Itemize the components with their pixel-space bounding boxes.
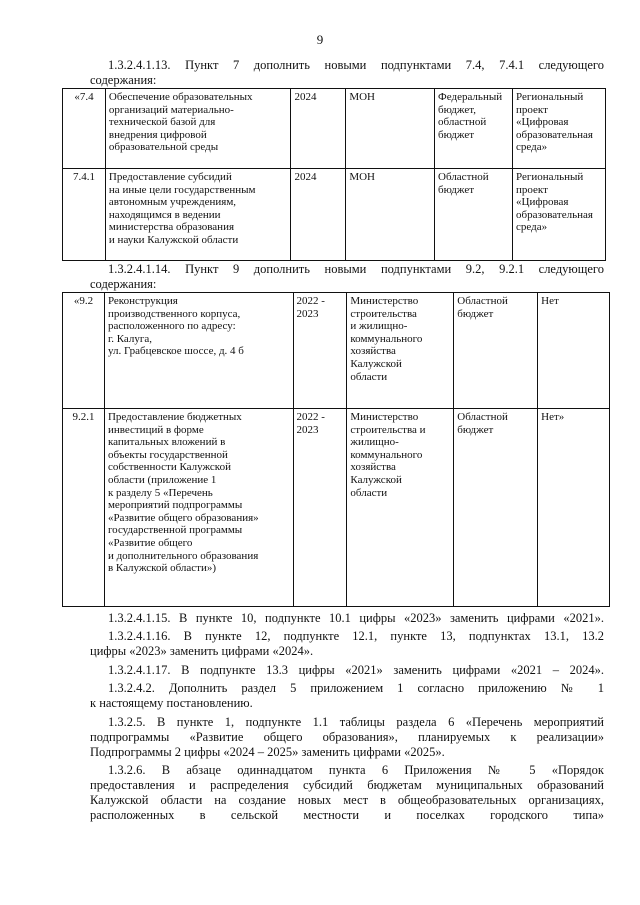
item-year: 2024: [291, 89, 346, 169]
item-year: 2022 - 2023: [293, 409, 347, 607]
paragraph-13-line2: содержания:: [90, 73, 157, 87]
paragraph-2-5-line1: 1.3.2.5. В пункте 1, подпункте 1.1 таблицы раздела 6 «Перечень мероприятий: [108, 715, 604, 729]
paragraph-2-6-line2: предоставления и распределения субсидий бюджетам муниципальных образований: [90, 778, 604, 792]
item-executor: Министерство строительства и жилищно- коммунального хозяйства Калужской области: [347, 409, 454, 607]
table-items-7-4: [62, 88, 606, 261]
item-funding-source: Областной бюджет: [454, 409, 538, 607]
item-number: «7.4: [63, 89, 106, 169]
item-executor: Министерство строительства и жилищно- коммунального хозяйства Калужской области: [347, 293, 454, 409]
item-executor: МОН: [346, 169, 435, 261]
paragraph-14-line1: 1.3.2.4.1.14. Пункт 9 дополнить новыми подпунктами 9.2, 9.2.1 следующего: [108, 262, 604, 276]
table-items-9-2: [62, 292, 610, 607]
item-name: Обеспечение образовательных организаций материально- технической базой для внедрения цифровой образовательной среды: [105, 89, 291, 169]
paragraph-2-6-line3: Калужской области на создание новых мест в общеобразовательных организациях,: [90, 793, 604, 807]
item-project: Нет»: [538, 409, 610, 607]
paragraph-4-2-line2: к настоящему постановлению.: [90, 696, 253, 710]
table-row: [63, 89, 606, 169]
item-number: «9.2: [63, 293, 105, 409]
paragraph-17: 1.3.2.4.1.17. В подпункте 13.3 цифры «2021» заменить цифрами «2021 – 2024».: [108, 663, 604, 677]
paragraph-2-5-line3: Подпрограммы 2 цифры «2024 – 2025» заменить цифрами «2025».: [90, 745, 445, 759]
paragraph-2-5-line2: подпрограммы «Развитие общего образования», планируемых к реализации»: [90, 730, 604, 744]
item-year: 2022 - 2023: [293, 293, 347, 409]
item-project: Нет: [538, 293, 610, 409]
item-funding-source: Областной бюджет: [435, 169, 513, 261]
paragraph-15: 1.3.2.4.1.15. В пункте 10, подпункте 10.1 цифры «2023» заменить цифрами «2021».: [108, 611, 604, 625]
item-number: 9.2.1: [63, 409, 105, 607]
paragraph-16-line2: цифры «2023» заменить цифрами «2024».: [90, 644, 314, 658]
table-row: [63, 169, 606, 261]
item-name: Предоставление субсидий на иные цели государственным автономным учреждениям, находящимся в ведении министерства образования и науки Калужской области: [105, 169, 291, 261]
item-funding-source: Областной бюджет: [454, 293, 538, 409]
item-project: Региональный проект «Цифровая образовательная среда»: [513, 89, 606, 169]
paragraph-14-line2: содержания:: [90, 277, 157, 291]
paragraph-4-2-line1: 1.3.2.4.2. Дополнить раздел 5 приложением 1 согласно приложению № 1: [108, 681, 604, 695]
paragraph-2-6-line1: 1.3.2.6. В абзаце одиннадцатом пункта 6 Приложения № 5 «Порядок: [108, 763, 604, 777]
item-name: Реконструкция производственного корпуса, расположенного по адресу: г. Калуга, ул. Грабцевское шоссе, д. 4 б: [104, 293, 293, 409]
paragraph-2-6-line4: расположенных в сельской местности и поселках городского типа»: [90, 808, 604, 822]
item-name: Предоставление бюджетных инвестиций в форме капитальных вложений в объекты государственной собственности Калужской области (приложение 1 к разделу 5 «Перечень мероприятий подпрограммы «Развитие общего образования» государственной программы «Развитие общего и дополнительного образования в Калужской области»): [104, 409, 293, 607]
item-year: 2024: [291, 169, 346, 261]
paragraph-13-line1: 1.3.2.4.1.13. Пункт 7 дополнить новыми подпунктами 7.4, 7.4.1 следующего: [108, 58, 604, 72]
table-row: [63, 409, 610, 607]
page-number: 9: [316, 32, 324, 47]
table-row: [63, 293, 610, 409]
item-project: Региональный проект «Цифровая образовательная среда»: [513, 169, 606, 261]
paragraph-16-line1: 1.3.2.4.1.16. В пункте 12, подпункте 12.1, пункте 13, подпунктах 13.1, 13.2: [108, 629, 604, 643]
item-funding-source: Федеральный бюджет, областной бюджет: [435, 89, 513, 169]
item-number: 7.4.1: [63, 169, 106, 261]
item-executor: МОН: [346, 89, 435, 169]
